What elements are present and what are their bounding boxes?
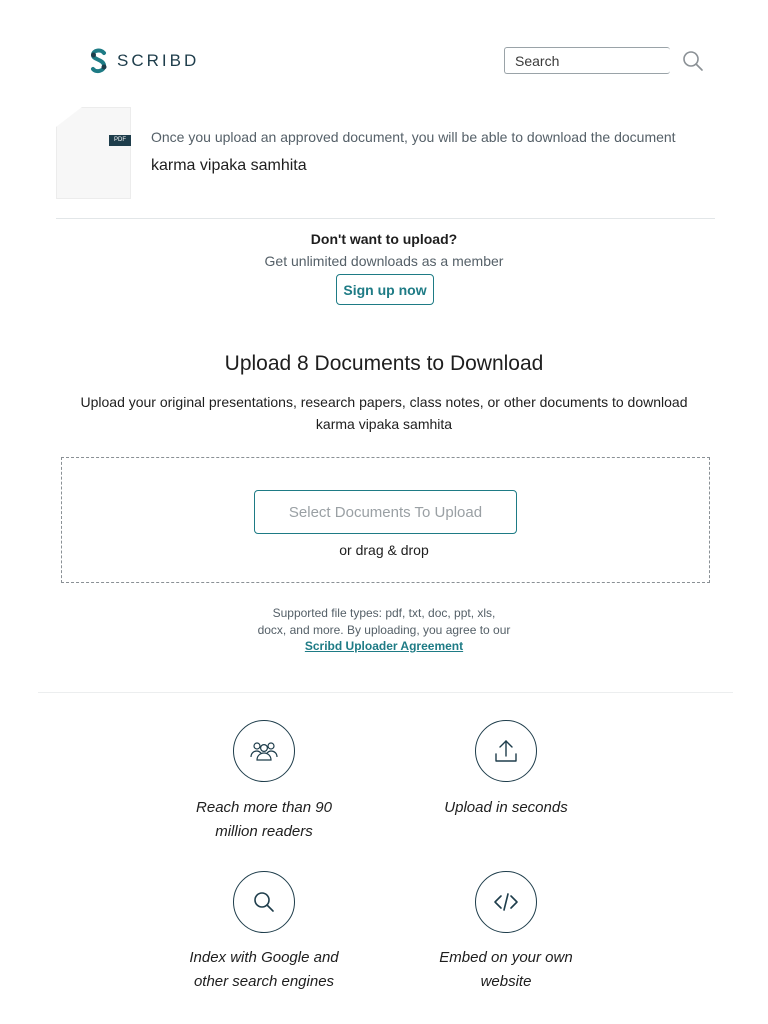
- scribd-logo[interactable]: [89, 48, 199, 74]
- supported-line2: docx, and more. By uploading, you agree to our: [257, 623, 511, 637]
- cta-question: Don't want to upload?: [310, 231, 458, 247]
- brand-name: SCRIBD: [117, 51, 200, 70]
- code-icon: [490, 886, 522, 918]
- code-icon-circle: [475, 871, 537, 933]
- search-icon[interactable]: [682, 50, 704, 72]
- feature-index-google: [164, 946, 364, 994]
- upload-description: [60, 391, 708, 435]
- upload-icon-circle: [475, 720, 537, 782]
- upload-description-line1: Upload your original presentations, research papers, class notes, or other documents to download: [80, 394, 688, 410]
- upload-description-line2: karma vipaka samhita: [315, 416, 453, 432]
- feature-reach-line2: million readers: [215, 823, 313, 840]
- feature-reach-readers: [164, 796, 364, 844]
- scribd-logo-icon: [89, 48, 109, 74]
- cta-subtitle: Get unlimited downloads as a member: [264, 253, 504, 269]
- search-input[interactable]: [504, 47, 670, 74]
- search-icon-circle: [233, 871, 295, 933]
- feature-embed-line2: website: [480, 973, 532, 990]
- feature-upload-line1: Upload in seconds: [444, 799, 568, 816]
- document-thumbnail: [56, 107, 131, 199]
- document-title: karma vipaka samhita: [151, 157, 307, 174]
- sign-up-button[interactable]: Sign up now: [336, 274, 434, 305]
- uploader-agreement-link[interactable]: Scribd Uploader Agreement: [304, 639, 464, 653]
- supported-file-types: [0, 605, 768, 639]
- drag-drop-text: or drag & drop: [339, 542, 429, 558]
- people-icon-circle: [233, 720, 295, 782]
- feature-index-line2: other search engines: [193, 973, 335, 990]
- magnifier-icon: [248, 886, 280, 918]
- upload-icon: [490, 735, 522, 767]
- search-bar: [504, 47, 670, 74]
- upload-heading: Upload 8 Documents to Download: [224, 352, 544, 375]
- divider: [38, 692, 733, 693]
- download-note: Once you upload an approved document, you will be able to download the document: [151, 129, 676, 145]
- divider: [56, 218, 715, 219]
- feature-embed-line1: Embed on your own: [439, 949, 573, 966]
- feature-index-line1: Index with Google and: [189, 949, 339, 966]
- select-documents-button[interactable]: Select Documents To Upload: [254, 490, 517, 534]
- supported-line1: Supported file types: pdf, txt, doc, ppt, xls,: [272, 606, 496, 620]
- page-fold: [56, 107, 82, 127]
- people-icon: [248, 735, 280, 767]
- feature-reach-line1: Reach more than 90: [196, 799, 332, 816]
- feature-upload-seconds: [406, 796, 606, 820]
- pdf-badge: PDF: [109, 135, 131, 146]
- feature-embed-website: [406, 946, 606, 994]
